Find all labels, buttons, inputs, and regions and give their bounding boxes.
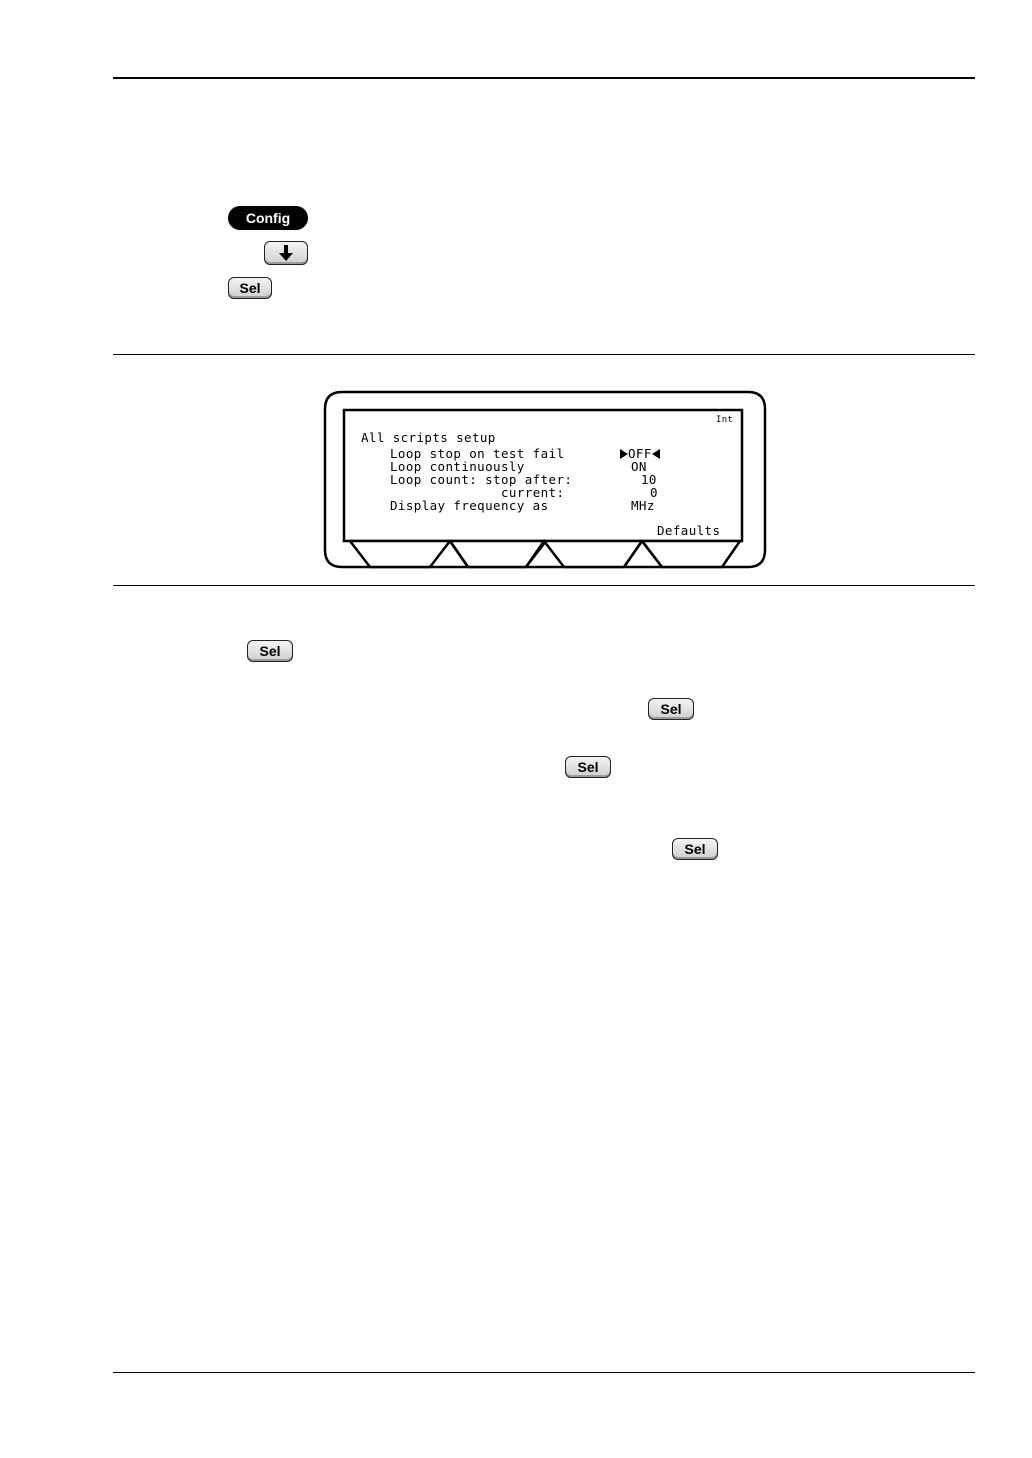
int-indicator: Int [716,415,734,425]
softkey-4[interactable] [662,542,722,566]
header-rule [113,77,975,79]
sel-key-4[interactable]: Sel [565,756,611,778]
lcd-display [322,390,768,572]
selection-right-arrow-icon [620,449,628,459]
loop-continuously-value[interactable]: ON [631,459,647,474]
loop-continuously-label: Loop continuously [390,459,525,474]
display-frequency-label: Display frequency as [390,498,549,513]
current-value: 0 [650,485,658,500]
sel-key-5[interactable]: Sel [672,838,718,860]
softkey-2[interactable] [468,542,526,566]
figure-bottom-rule [113,585,975,586]
softkey-3[interactable] [564,542,624,566]
defaults-softkey-label: Defaults [657,523,721,538]
display-frequency-value[interactable]: MHz [631,498,655,513]
loop-stop-value-text: OFF [628,446,652,461]
config-key[interactable]: Config [228,206,308,230]
softkey-1[interactable] [370,542,430,566]
sel-key-3[interactable]: Sel [648,698,694,720]
footer-rule [113,1372,975,1373]
selection-left-arrow-icon [652,449,660,459]
loop-stop-label: Loop stop on test fail [390,446,565,461]
lcd-screen [344,412,744,538]
figure-top-rule [113,354,975,355]
sel-key-1[interactable]: Sel [228,277,272,299]
loop-count-value[interactable]: 10 [641,472,657,487]
down-arrow-key[interactable] [264,241,308,265]
down-arrow-icon [276,244,296,262]
sel-key-2[interactable]: Sel [247,640,293,662]
current-label: current: [501,485,565,500]
lcd-title: All scripts setup [361,430,496,445]
loop-count-label: Loop count: stop after: [390,472,573,487]
